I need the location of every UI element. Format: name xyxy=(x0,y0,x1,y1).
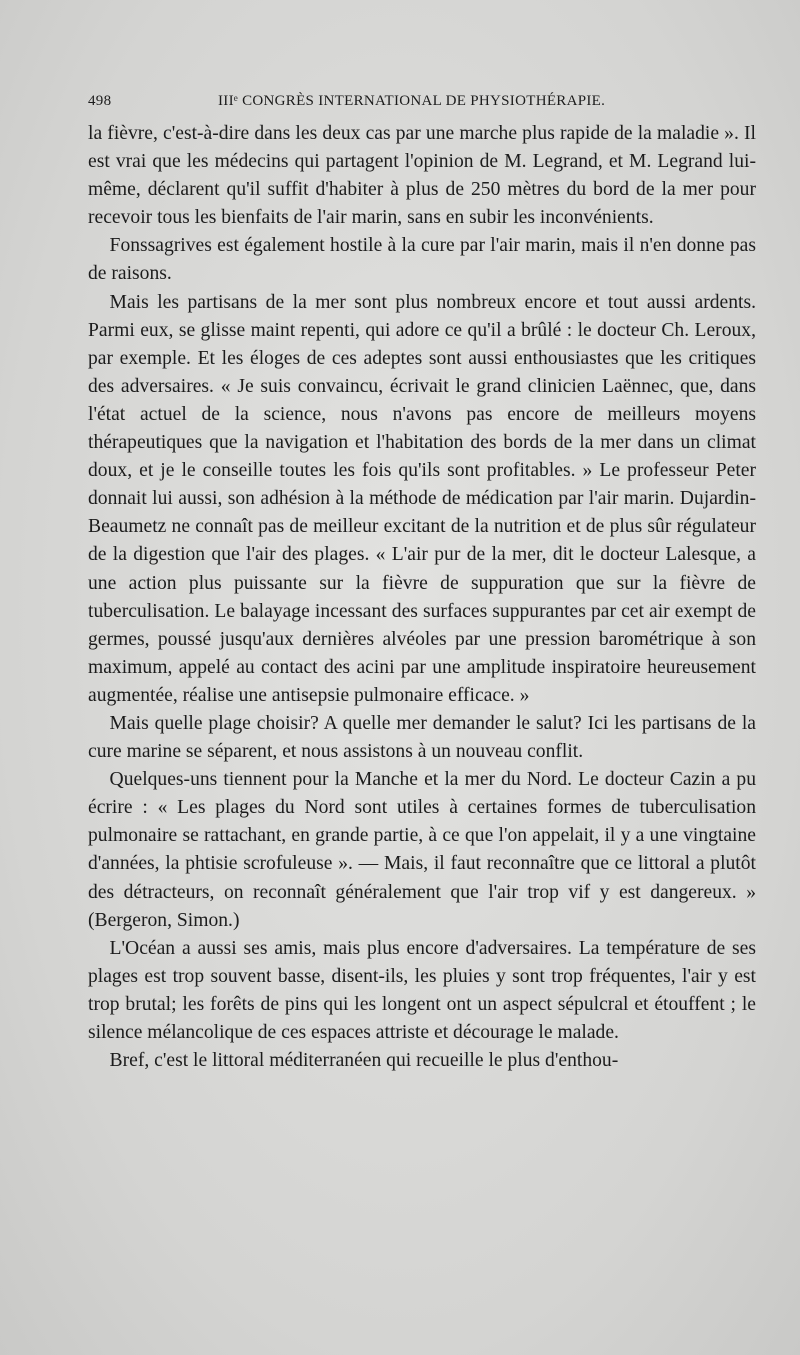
paragraph-continued: la fièvre, c'est-à-dire dans les deux cas par une marche plus rapide de la maladie ». Il est vrai que les médecins qui partagent l'opinion de M. Legrand, et M. Legrand lui-même, déclarent qu'il suffit d'habiter à plus de 250 mètres du bord de la mer pour recevoir tous les bienfaits de l'air marin, sans en subir les inconvénients. xyxy=(88,123,756,229)
paragraph-ocean: L'Océan a aussi ses amis, mais plus encore d'adversaires. La température de ses plages est trop souvent basse, disent-ils, les pluies y sont trop fréquentes, l'air y est trop brutal; les forêts de pins qui les longent ont un aspect sépulcral et étouffent ; le silence mélancolique de ces espaces attriste et décourage le malade. xyxy=(88,937,756,1043)
page-number: 498 xyxy=(88,93,112,109)
running-head xyxy=(88,93,753,117)
paragraph-fonssagrives: Fonssagrives est également hostile à la cure par l'air marin, mais il n'en donne pas de raisons. xyxy=(88,235,756,285)
paragraph-bref: Bref, c'est le littoral méditerranéen qui recueille le plus d'enthou- xyxy=(109,1050,619,1072)
running-title: IIIᵉ CONGRÈS INTERNATIONAL DE PHYSIOTHÉRAPIE. xyxy=(218,93,606,109)
body-text xyxy=(88,120,756,1075)
paragraph-partisans: Mais les partisans de la mer sont plus nombreux encore et tout aussi ardents. Parmi eux, se glisse maint repenti, qui adore ce qu'il a brûlé : le docteur Ch. Leroux, par exemple. Et les éloges de ces adeptes sont aussi enthousiastes que les critiques des adversaires. « Je suis convaincu, écrivait le grand clinicien Laënnec, que, dans l'état actuel de la science, nous n'avons pas encore de meilleurs moyens thérapeutiques que la navigation et l'habitation des bords de la mer dans un climat doux, et je le conseille toutes les fois qu'ils sont profitables. » Le professeur Peter donnait lui aussi, son adhésion à la méthode de médication par l'air marin. Dujardin-Beaumetz ne connaît pas de meilleur excitant de la nutrition et de plus sûr régulateur de la digestion que l'air des plages. « L'air pur de la mer, dit le docteur Lalesque, a une action plus puissante sur la fièvre de suppuration que sur la fièvre de tuberculisation. Le balayage incessant des surfaces suppurantes par cet air exempt de germes, poussé jusqu'aux dernières alvéoles par une pression barométrique à son maximum, appelé au contact des acini par une amplitude inspiratoire heureusement augmentée, réalise une antisepsie pulmonaire efficace. » xyxy=(88,291,756,706)
paragraph-manche: Quelques-uns tiennent pour la Manche et la mer du Nord. Le docteur Cazin a pu écrire : « Les plages du Nord sont utiles à certaines formes de tuberculisation pulmonaire se rattachant, en grande partie, à ce que l'on appelait, il y a une vingtaine d'années, la phtisie scrofuleuse ». — Mais, il faut reconnaître que ce littoral a plutôt des détracteurs, on reconnaît généralement que l'air trop vif y est dangereux. » (Bergeron, Simon.) xyxy=(88,769,756,931)
paragraph-quelle-plage: Mais quelle plage choisir? A quelle mer demander le salut? Ici les partisans de la cure marine se séparent, et nous assistons à un nouveau conflit. xyxy=(88,712,756,763)
